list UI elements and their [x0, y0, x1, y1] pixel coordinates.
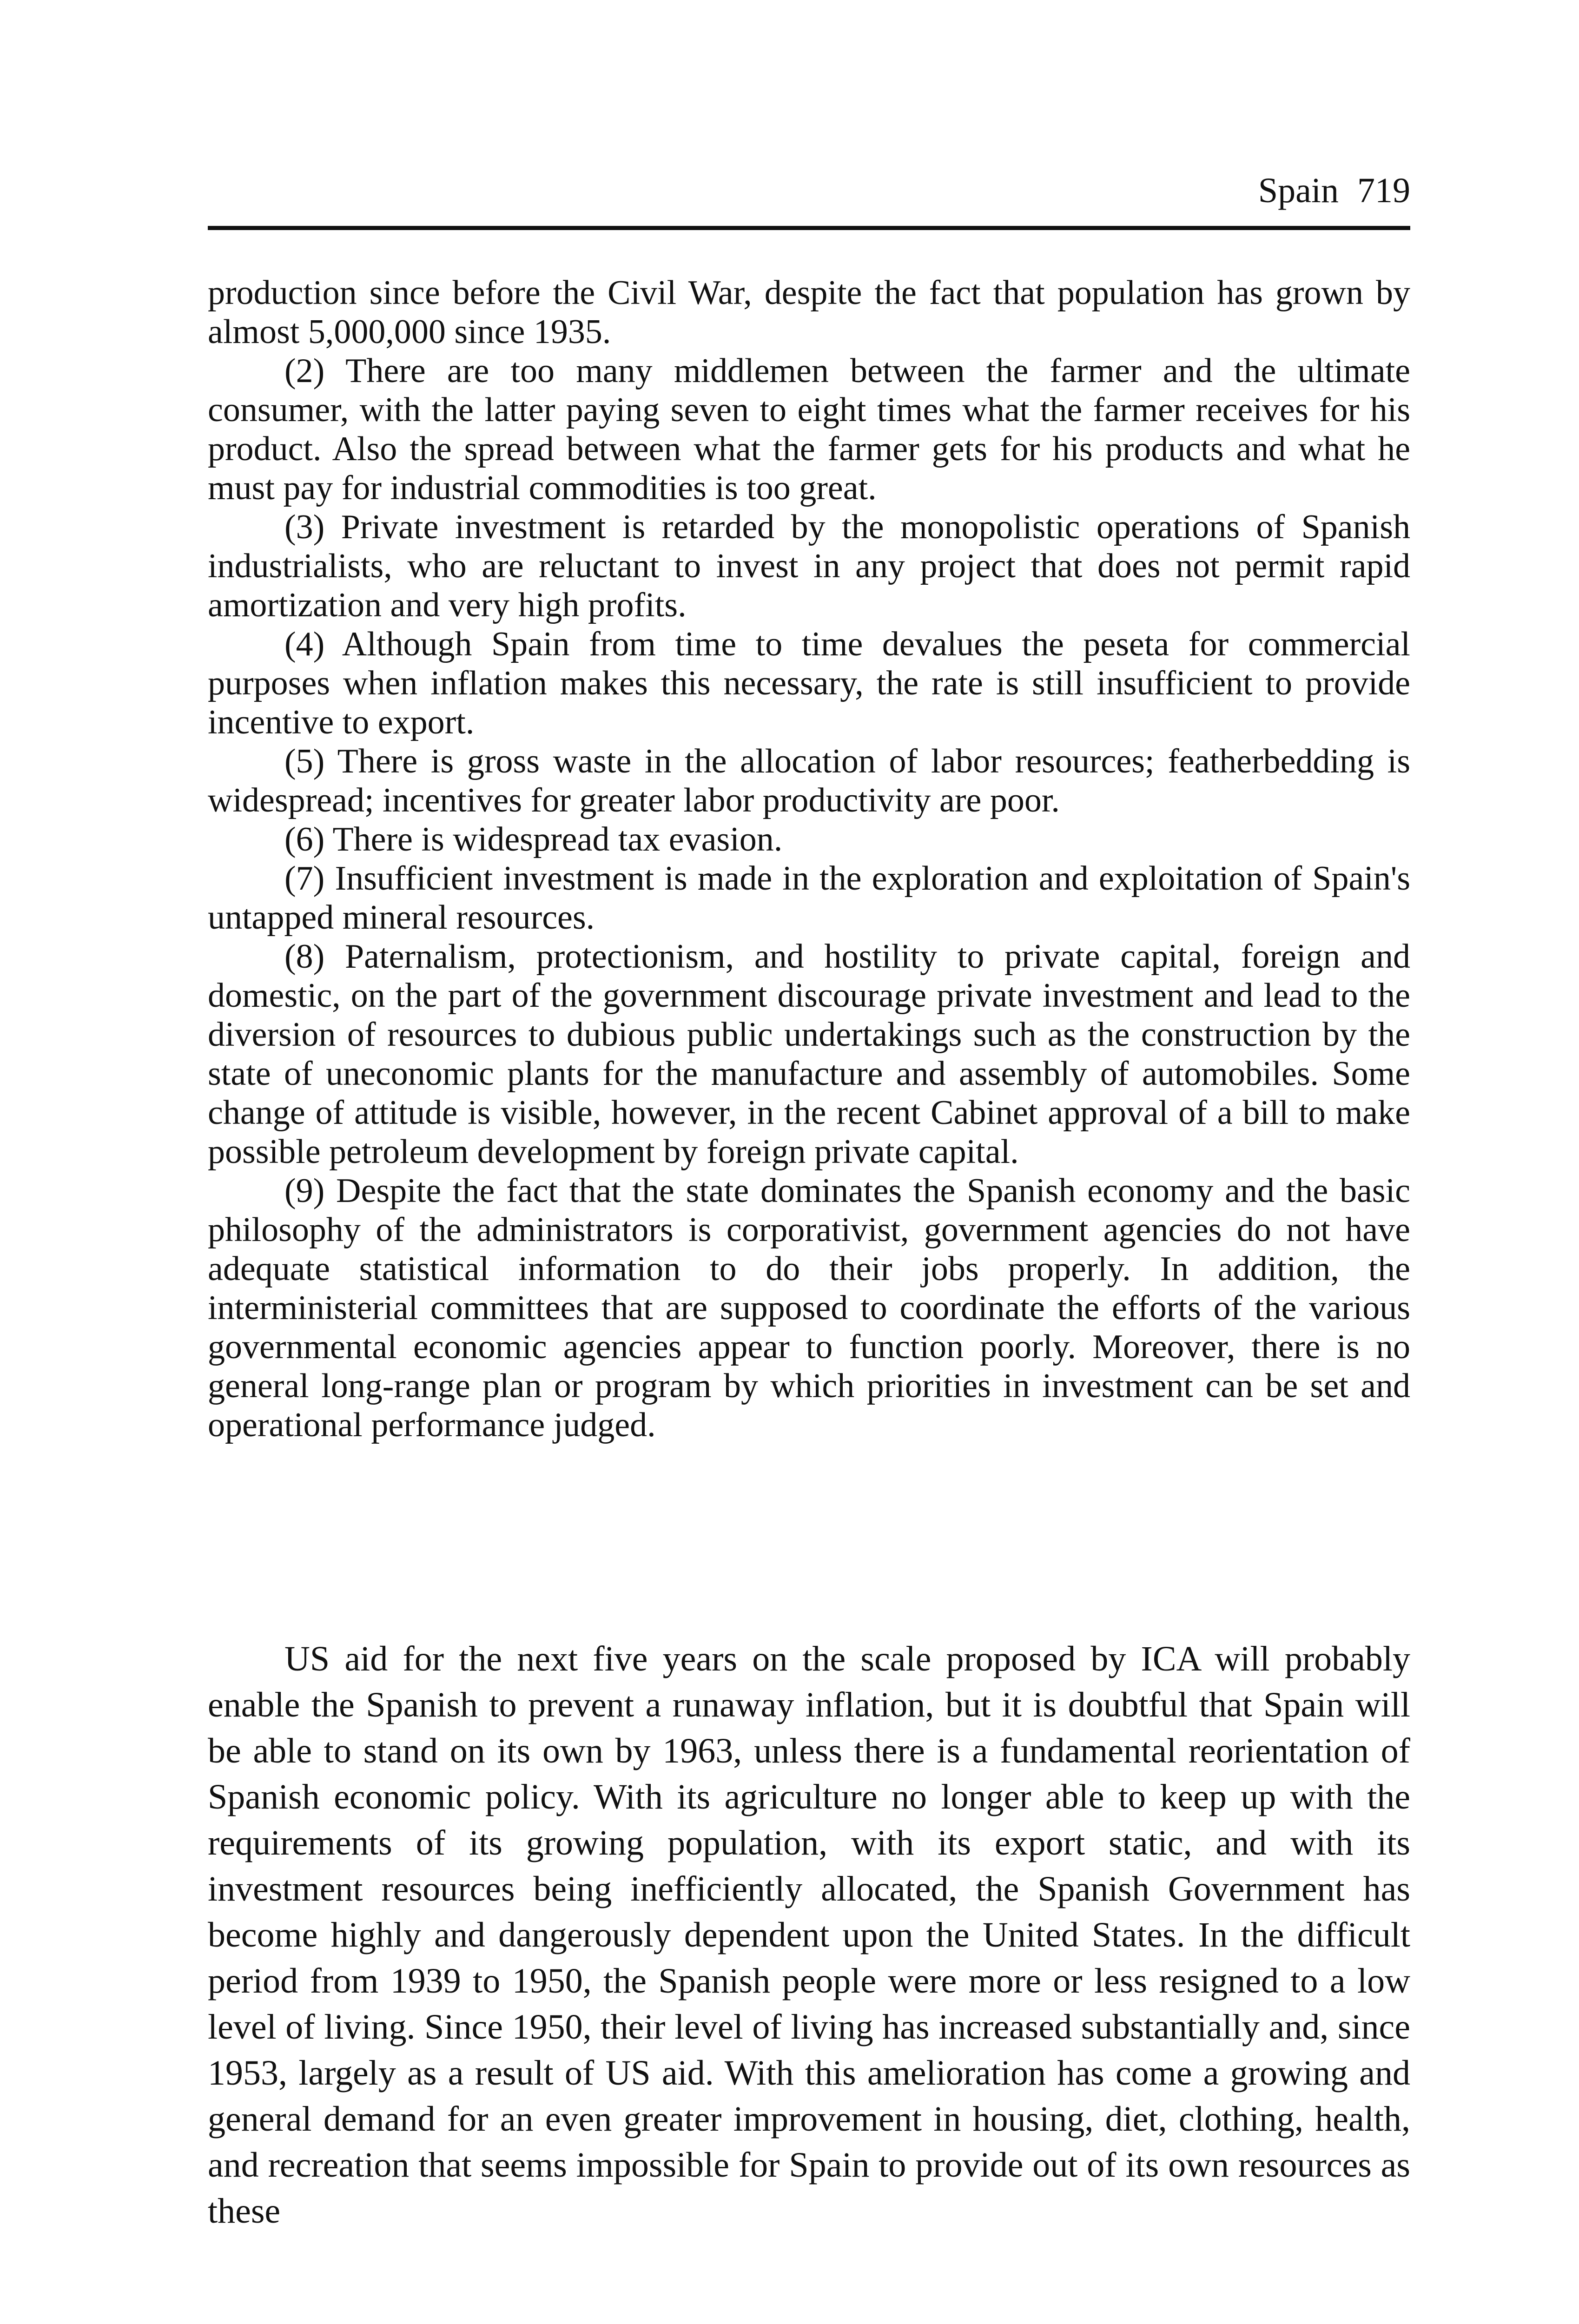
paragraph-item-7: (7) Insufficient investment is made in the exploration and exploitation of Spain's untapped mineral resources. [208, 859, 1410, 937]
paragraph-item-3: (3) Private investment is retarded by the monopolistic operations of Spanish industrialists, who are reluctant to invest in any project that does not permit rapid amortization and very high profits. [208, 508, 1410, 624]
running-header [208, 165, 1410, 230]
paragraph-us-aid: US aid for the next five years on the scale proposed by ICA will probably enable the Spanish to prevent a runaway inflation, but it is doubtful that Spain will be able to stand on its own by 1963, unless there is a fundamental reorientation of Spanish economic policy. With its agriculture no longer able to keep up with the requirements of its growing population, with its export static, and with its investment resources being inefficiently allocated, the Spanish Government has become highly and dangerously dependent upon the United States. In the difficult period from 1939 to 1950, the Spanish people were more or less resigned to a low level of living. Since 1950, their level of living has increased substantially and, since 1953, largely as a result of US aid. With this amelioration has come a growing and general demand for an even greater improvement in housing, diet, clothing, health, and recreation that seems impossible for Spain to provide out of its own resources as these [208, 1639, 1410, 2231]
paragraph-continuation: production since before the Civil War, despite the fact that population has grown by almost 5,000,000 since 1935. [208, 274, 1410, 351]
conclusion-block [208, 1636, 1410, 2234]
paragraph-item-9: (9) Despite the fact that the state dominates the Spanish economy and the basic philosophy of the administrators is corporativist, government agencies do not have adequate statistical information to do their jobs properly. In addition, the interministerial committees that are supposed to coordinate the efforts of the various governmental economic agencies appear to function poorly. Moreover, there is no general long-range plan or program by which priorities in investment can be set and operational performance judged. [208, 1172, 1410, 1444]
page-number: 719 [1357, 171, 1410, 210]
paragraph-item-2: (2) There are too many middlemen between the farmer and the ultimate consumer, with the latter paying seven to eight times what the farmer receives for his product. Also the spread between what the farmer gets for his products and what he must pay for industrial commodities is too great. [208, 352, 1410, 507]
running-title: Spain [1258, 171, 1339, 210]
paragraph-item-5: (5) There is gross waste in the allocation of labor resources; featherbedding is widespread; incentives for greater labor productivity are poor. [208, 742, 1410, 819]
paragraph-item-6: (6) There is widespread tax evasion. [284, 820, 783, 858]
numbered-findings-block [208, 273, 1410, 1445]
paragraph-item-4: (4) Although Spain from time to time devalues the peseta for commercial purposes when inflation makes this necessary, the rate is still insufficient to provide incentive to export. [208, 625, 1410, 741]
paragraph-item-8: (8) Paternalism, protectionism, and hostility to private capital, foreign and domestic, on the part of the government discourage private investment and lead to the diversion of resources to dubious public undertakings such as the construction by the state of uneconomic plants for the manufacture and assembly of automobiles. Some change of attitude is visible, however, in the recent Cabinet approval of a bill to make possible petroleum development by foreign private capital. [208, 938, 1410, 1171]
